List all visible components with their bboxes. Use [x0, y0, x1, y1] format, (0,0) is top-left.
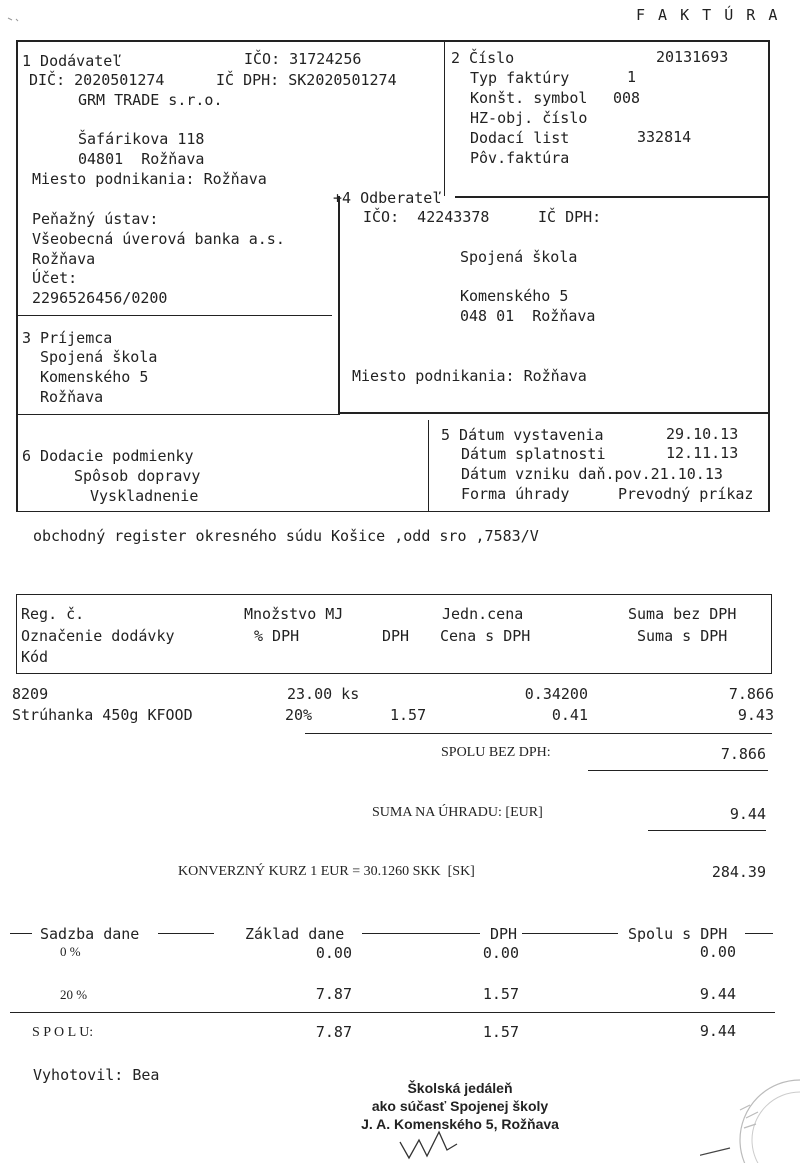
- recipient-name: Spojená škola: [40, 348, 158, 366]
- header-box-bottom: [16, 511, 770, 512]
- items-header-bottom: [16, 673, 772, 674]
- vat-dph-header: DPH: [490, 925, 518, 943]
- amount-due: 9.44: [729, 805, 766, 823]
- stamp-line-3: J. A. Komenského 5, Rožňava: [361, 1116, 559, 1132]
- vat-total-header: Spolu s DPH: [628, 925, 728, 943]
- due-date-label: Dátum splatnosti: [461, 445, 606, 463]
- bank-city: Rožňava: [32, 250, 96, 268]
- supplier-ico: IČO: 31724256: [244, 50, 362, 68]
- recipient-box-bottom: [16, 414, 340, 415]
- header-box-divider-v: [444, 40, 445, 196]
- customer-name: Spojená škola: [460, 248, 578, 266]
- bank-name: Všeobecná úverová banka a.s.: [32, 230, 285, 248]
- issue-date: 29.10.13: [666, 425, 739, 443]
- col-code: Kód: [21, 648, 49, 666]
- vat-sum-dph: 1.57: [482, 1023, 519, 1041]
- supplier-dic: DIČ: 2020501274: [29, 71, 165, 89]
- header-box-right-top: [768, 40, 770, 196]
- company-register: obchodný register okresného súdu Košice ,odd sro ,7583/V: [33, 527, 539, 545]
- konst-symbol-label: Konšt. symbol: [470, 89, 588, 107]
- items-header-top: [16, 594, 772, 595]
- stamp-line-1: Školská jedáleň: [407, 1080, 513, 1096]
- total-without-dph: 7.866: [720, 745, 766, 763]
- customer-box-left: [338, 196, 340, 414]
- customer-heading: +4 Odberateľ: [333, 189, 442, 207]
- storage-label: Vyskladnenie: [90, 487, 199, 505]
- issue-date-label: 5 Dátum vystavenia: [441, 426, 604, 444]
- total-without-underline: [588, 770, 768, 771]
- vat-base-header: Základ dane: [245, 925, 345, 943]
- stamp-line-2: ako súčasť Spojenej školy: [371, 1098, 549, 1114]
- vat-sum-total: 9.44: [699, 1022, 736, 1040]
- dates-box-divider: [428, 420, 429, 512]
- customer-box-right: [768, 196, 770, 512]
- item-name: Strúhanka 450g KFOOD: [12, 706, 193, 724]
- vat-row-total: 0.00: [699, 943, 736, 961]
- vat-sum-line: [10, 1012, 775, 1013]
- col-reg: Reg. č.: [21, 605, 85, 623]
- round-seal-fragment: [700, 1070, 800, 1163]
- invoice-type-label: Typ faktúry: [470, 69, 570, 87]
- col-price-with-dph: Cena s DPH: [440, 627, 531, 645]
- header-box-left: [16, 40, 18, 512]
- customer-place: Miesto podnikania: Rožňava: [352, 367, 587, 385]
- tax-date-label: Dátum vzniku daň.pov.21.10.13: [461, 465, 723, 483]
- item-pct: 20%: [285, 706, 313, 724]
- konst-symbol-value: 008: [613, 89, 641, 107]
- vat-header-dash-4: [522, 933, 618, 934]
- items-divider: [305, 733, 772, 734]
- vat-sum-base: 7.87: [315, 1023, 352, 1041]
- delivery-note-label: Dodací list: [470, 129, 570, 147]
- vat-row-dph: 0.00: [482, 944, 519, 962]
- transport-label: Spôsob dopravy: [74, 467, 201, 485]
- payment-method-label: Forma úhrady: [461, 485, 570, 503]
- vat-row-base: 7.87: [315, 985, 352, 1003]
- account-label: Účet:: [32, 269, 78, 287]
- scan-mark: [6, 6, 46, 26]
- vat-row-rate: 0 %: [60, 944, 81, 959]
- customer-box-top: [455, 196, 770, 198]
- hz-order-label: HZ-obj. číslo: [470, 109, 588, 127]
- bank-label: Peňažný ústav:: [32, 210, 159, 228]
- col-name: Označenie dodávky: [21, 627, 175, 645]
- invoice-title: F A K T Ú R A: [636, 6, 780, 24]
- supplier-heading: 1 Dodávateľ: [22, 52, 122, 70]
- item-sum-with: 9.43: [737, 706, 774, 724]
- customer-city: 048 01 Rožňava: [460, 307, 596, 325]
- vat-row-base: 0.00: [315, 944, 352, 962]
- item-code: 8209: [12, 685, 49, 703]
- vat-sum-label: S P O L U:: [32, 1025, 94, 1040]
- item-qty: 23.00 ks: [287, 685, 360, 703]
- total-without-dph-label: SPOLU BEZ DPH:: [441, 745, 551, 760]
- item-sum-without: 7.866: [728, 685, 774, 703]
- vat-header-dash-3: [362, 933, 480, 934]
- item-price-with-dph: 0.41: [551, 706, 588, 724]
- vat-header-dash-5: [745, 933, 773, 934]
- recipient-box-top: [16, 315, 332, 316]
- col-unit-price: Jedn.cena: [442, 605, 524, 623]
- item-dph: 1.57: [390, 706, 427, 724]
- amount-due-label: SUMA NA ÚHRADU: [EUR]: [372, 805, 543, 820]
- conversion-amount: 284.39: [711, 863, 766, 881]
- amount-due-underline: [648, 830, 766, 831]
- recipient-city: Rožňava: [40, 388, 104, 406]
- item-unit-price: 0.34200: [524, 685, 588, 703]
- due-date: 12.11.13: [666, 444, 739, 462]
- conversion-rate-label: KONVERZNÝ KURZ 1 EUR = 30.1260 SKK [SK]: [178, 864, 475, 879]
- supplier-city: 04801 Rožňava: [78, 150, 205, 168]
- vat-row-dph: 1.57: [482, 985, 519, 1003]
- supplier-street: Šafárikova 118: [78, 130, 205, 148]
- account-number: 2296526456/0200: [32, 289, 168, 307]
- col-sum-with: Suma s DPH: [637, 627, 728, 645]
- invoice-number: 20131693: [656, 48, 729, 66]
- col-sum-without: Suma bez DPH: [628, 605, 737, 623]
- col-dph: DPH: [382, 627, 410, 645]
- header-box-top: [16, 40, 770, 42]
- vat-rate-header: Sadzba dane: [40, 925, 140, 943]
- issued-by: Vyhotovil: Bea: [33, 1066, 160, 1084]
- supplier-ic-dph: IČ DPH: SK2020501274: [216, 71, 397, 89]
- supplier-name: GRM TRADE s.r.o.: [78, 91, 223, 109]
- signature: [395, 1120, 475, 1160]
- customer-ic-dph: IČ DPH:: [538, 208, 602, 226]
- customer-box-bottom: [338, 412, 770, 414]
- recipient-street: Komenského 5: [40, 368, 149, 386]
- invoice-type-value: 1: [627, 68, 637, 86]
- customer-ico: IČO: 42243378: [363, 208, 490, 226]
- col-qty: Množstvo MJ: [244, 605, 344, 623]
- original-invoice-label: Pôv.faktúra: [470, 149, 570, 167]
- supplier-place: Miesto podnikania: Rožňava: [32, 170, 267, 188]
- delivery-note-value: 332814: [637, 128, 692, 146]
- customer-street: Komenského 5: [460, 287, 569, 305]
- vat-row-rate: 20 %: [60, 987, 88, 1002]
- col-pct-dph: % DPH: [254, 627, 300, 645]
- vat-row-total: 9.44: [699, 985, 736, 1003]
- items-header-right: [771, 594, 772, 674]
- invoice-number-heading: 2 Číslo: [451, 49, 515, 67]
- vat-header-dash-1: [10, 933, 32, 934]
- vat-header-dash-2: [158, 933, 214, 934]
- delivery-heading: 6 Dodacie podmienky: [22, 447, 194, 465]
- recipient-heading: 3 Príjemca: [22, 329, 113, 347]
- payment-method-value: Prevodný príkaz: [618, 485, 754, 503]
- items-header-left: [16, 594, 17, 674]
